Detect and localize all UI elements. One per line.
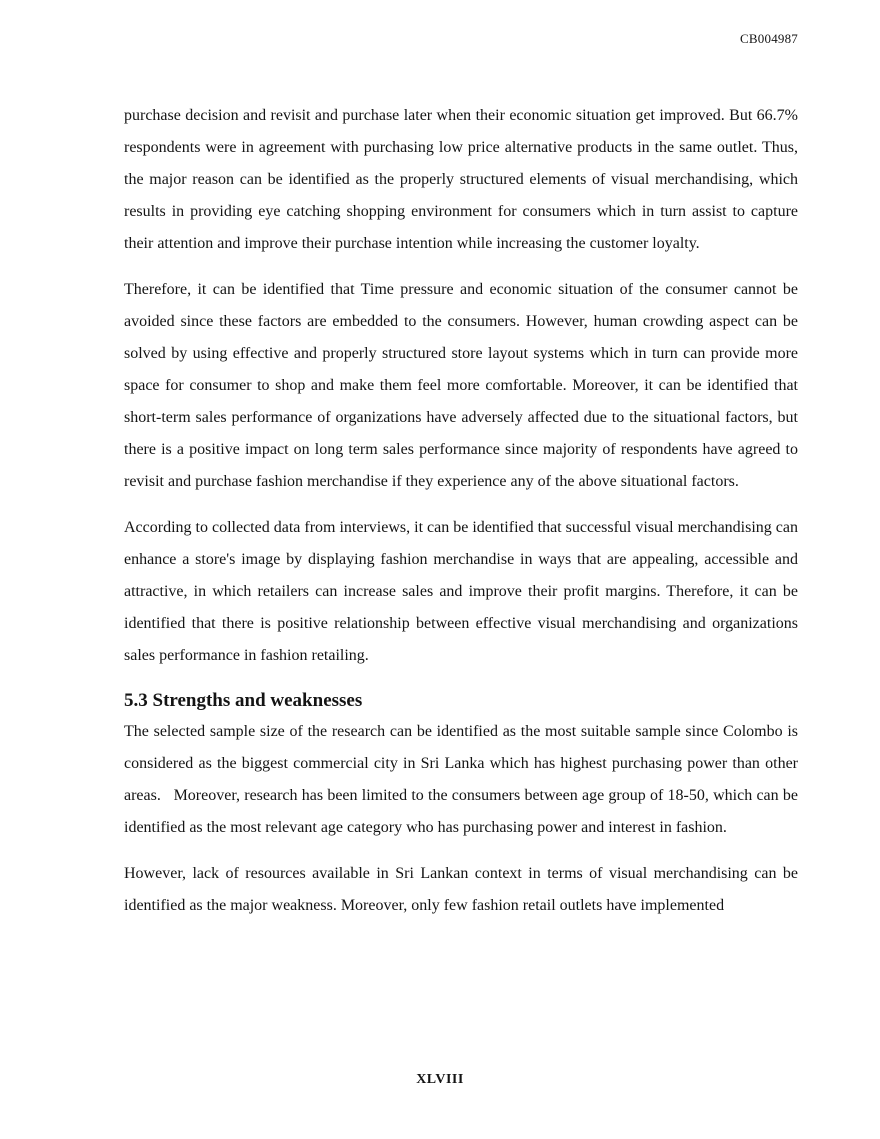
page-number: XLVIII <box>416 1072 464 1087</box>
paragraph-3: According to collected data from interviews, it can be identified that successful visual merchandising can enhance a store's image by displaying fashion merchandise in ways that are appealing, accessible and attractive, in which retailers can increase sales and improve their profit margins. Therefore, it can be identified that there is positive relationship between effective visual merchandising and organizations sales performance in fashion retailing. <box>124 519 802 664</box>
section-heading: 5.3 Strengths and weaknesses <box>124 690 363 711</box>
section-paragraph-1: The selected sample size of the research can be identified as the most suitable sample since Colombo is considered as the biggest commercial city in Sri Lanka which has highest purchasing power than other areas. Moreover, research has been limited to the consumers between age group of 18-50, which can be identified as the most relevant age category who has purchasing power and interest in fashion. <box>124 723 802 836</box>
document-id: CB004987 <box>740 31 798 46</box>
section-paragraph-2: However, lack of resources available in Sri Lankan context in terms of visual merchandising can be identified as the major weakness. Moreover, only few fashion retail outlets have implemented <box>124 865 802 914</box>
paragraph-2: Therefore, it can be identified that Time pressure and economic situation of the consumer cannot be avoided since these factors are embedded to the consumers. However, human crowding aspect can be solved by using effective and properly structured store layout systems which in turn can provide more space for consumer to shop and make them feel more comfortable. Moreover, it can be identified that short-term sales performance of organizations have adversely affected due to the situational factors, but there is a positive impact on long term sales performance since majority of respondents have agreed to revisit and purchase fashion merchandise if they experience any of the above situational factors. <box>124 281 802 490</box>
page-content <box>124 100 802 936</box>
paragraph-1: purchase decision and revisit and purchase later when their economic situation get improved. But 66.7% respondents were in agreement with purchasing low price alternative products in the same outlet. Thus, the major reason can be identified as the properly structured elements of visual merchandising, which results in providing eye catching shopping environment for consumers which in turn assist to capture their attention and improve their purchase intention while increasing the customer loyalty. <box>124 107 802 252</box>
